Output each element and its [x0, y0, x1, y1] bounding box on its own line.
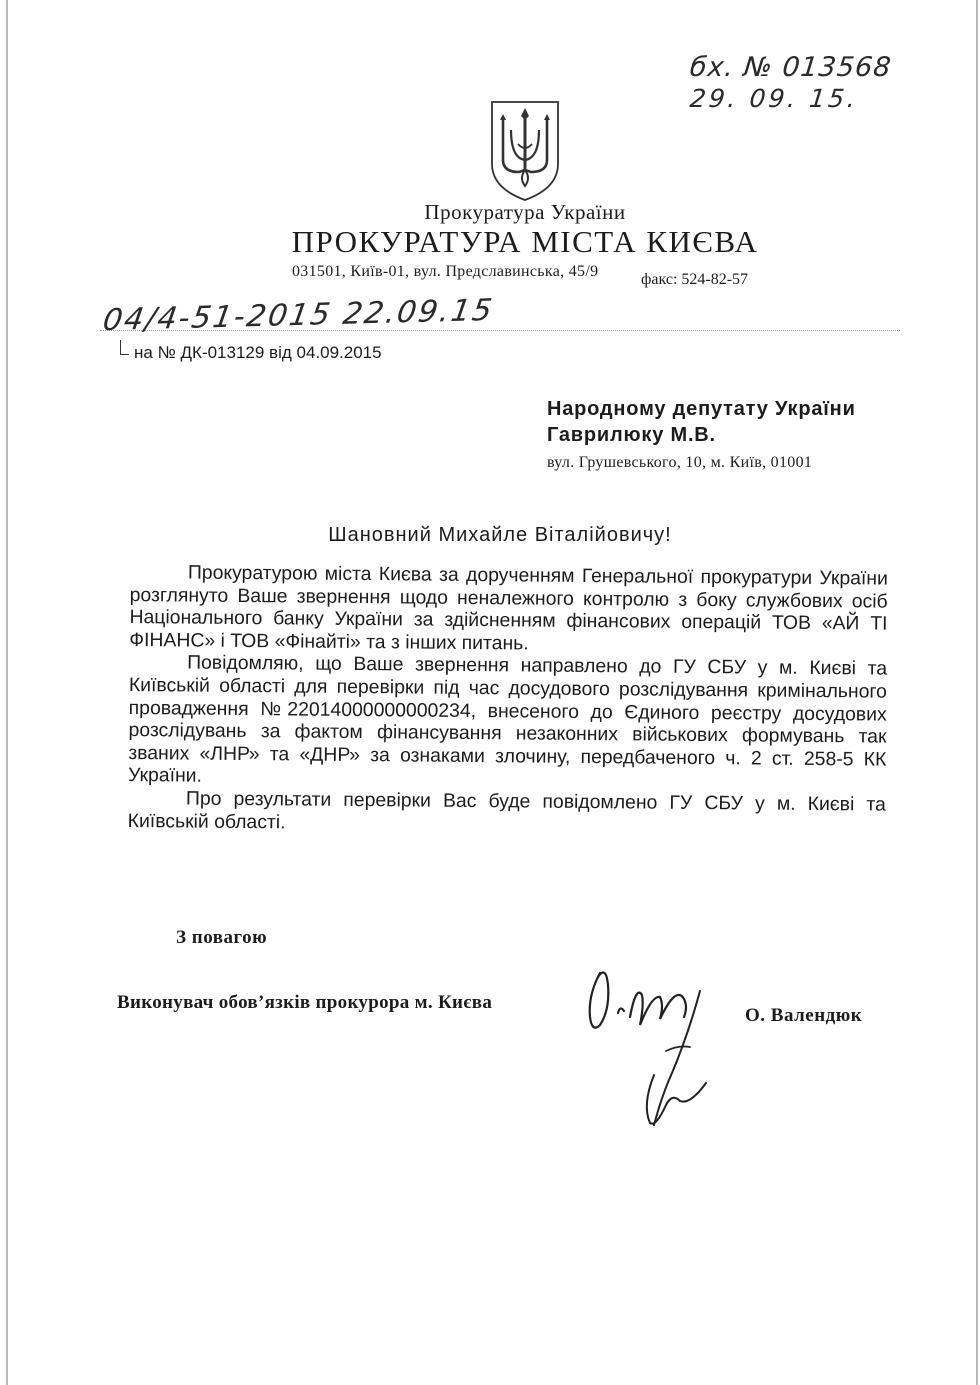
trident-icon: [489, 100, 561, 202]
office-address: 031501, Київ-01, вул. Предславинська, 45/9: [292, 263, 599, 280]
handwritten-incoming-date: 29. 09. 15.: [688, 84, 860, 113]
signature-icon: [580, 955, 730, 1135]
office-name: Прокуратура України: [424, 200, 626, 224]
handwritten-incoming-number: бх. № 013568: [688, 52, 894, 83]
body-paragraph-2: Повідомляю, що Ваше звернення направлено до ГУ СБУ у м. Києві та Київській області для перевірки під час досудового розслідування кримінального провадження №22014000000000234, внесеного до Єдиного реєстру досудових розслідувань за фактом фінансування незаконних військових формувань так званих «ЛНР» та «ДНР» за ознаками злочину, передбаченого ч. 2 ст. 258-5 КК України.: [128, 651, 888, 787]
recipient-title: Народному депутату України: [547, 398, 856, 420]
recipient-name: Гаврилюку М.В.: [547, 424, 716, 446]
closing-phrase: З повагою: [176, 927, 268, 948]
recipient-block: [547, 398, 856, 472]
handwritten-outgoing-number: 04/4-51-2015 22.09.15: [100, 292, 497, 339]
body-paragraph-1: Прокуратурою міста Києва за дорученням Генеральної прокуратури України розглянуто Ваше звернення щодо неналежного контролю з боку службових осіб Національного банку України за здійсненням фінансових операцій ТОВ «АЙ ТІ ФІНАНС» і ТОВ «Фінайті» та з інших питань.: [129, 561, 888, 655]
office-fax: факс: 524-82-57: [641, 271, 749, 288]
signer-position: Виконувач обов’язків прокурора м. Києва: [117, 992, 493, 1013]
body-paragraph-3: Про результати перевірки Вас буде повідомлено ГУ СБУ у м. Києві та Київській області.: [127, 787, 886, 833]
city-office-name: ПРОКУРАТУРА МІСТА КИЄВА: [291, 224, 759, 259]
recipient-address: вул. Грушевського, 10, м. Київ, 01001: [547, 454, 813, 471]
reference-number: на № ДК-013129 від 04.09.2015: [134, 343, 382, 362]
letter-body: [128, 561, 888, 839]
signer-name: О. Валендюк: [745, 1005, 863, 1026]
salutation: Шановний Михайле Віталійовичу!: [328, 524, 672, 546]
reference-corner-mark: [120, 340, 129, 355]
